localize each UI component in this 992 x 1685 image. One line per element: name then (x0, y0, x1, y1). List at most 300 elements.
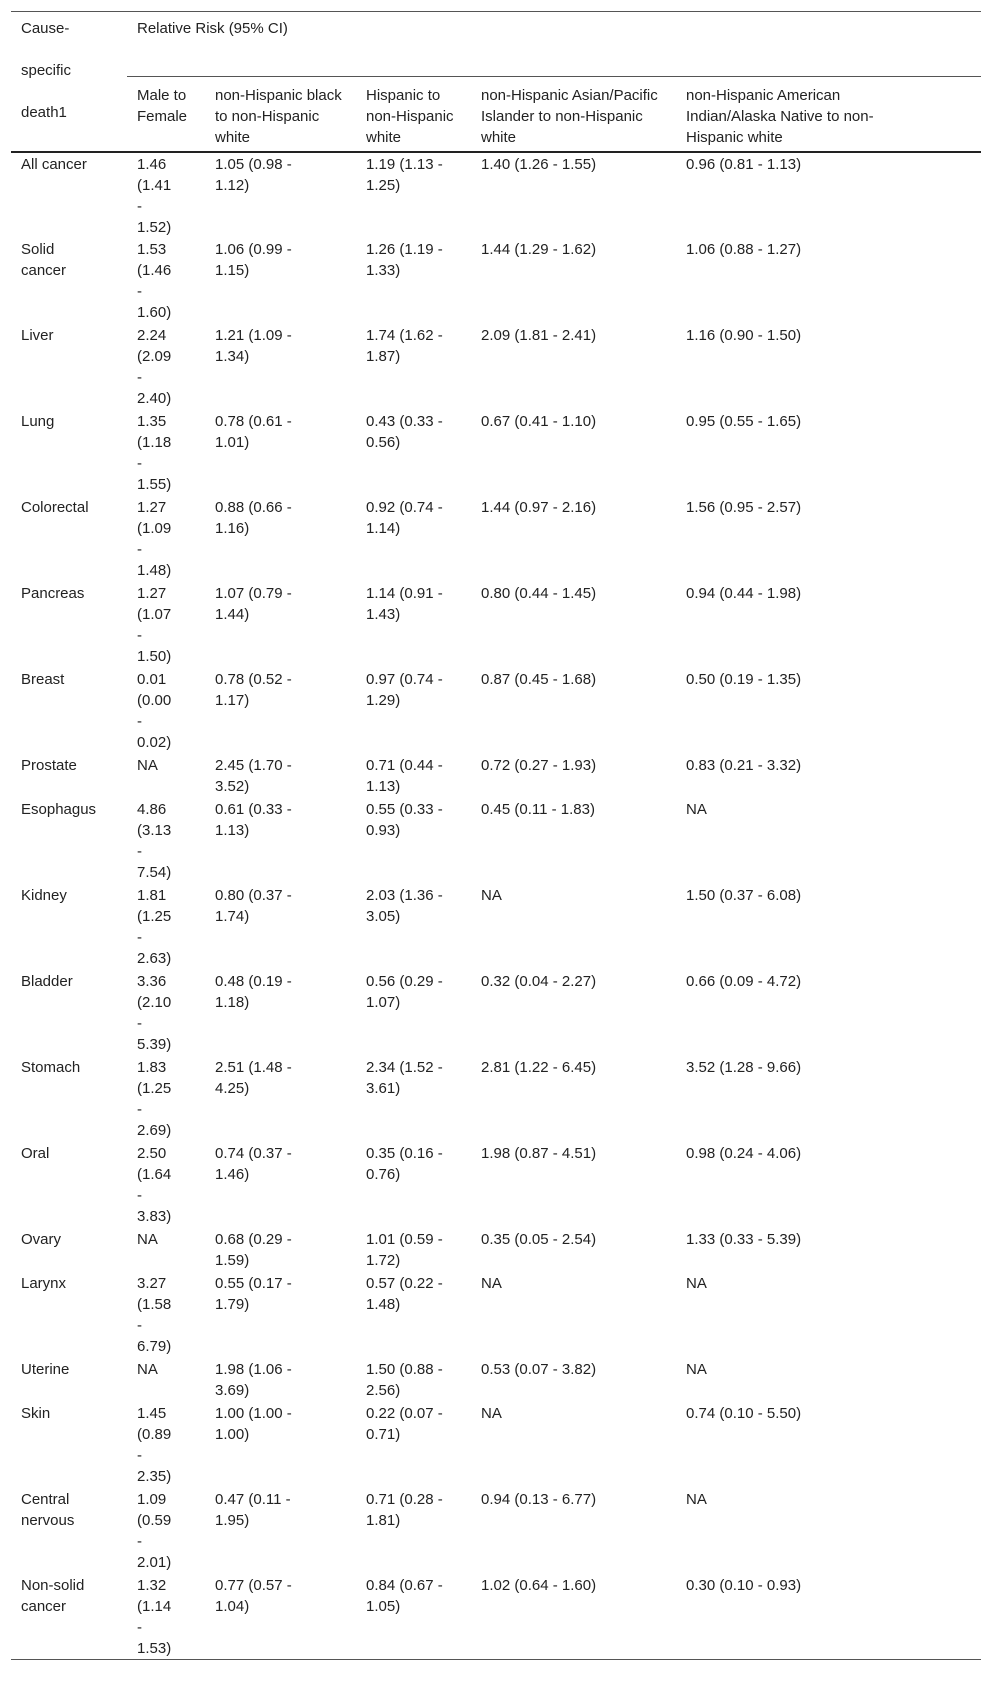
cell-line: 1.27 (137, 584, 167, 602)
cell-line: 3.27 (137, 1274, 167, 1292)
cell-line: 0.78 (0.52 - (215, 670, 292, 688)
header-row-subcolumns (11, 77, 981, 152)
cell-line: (1.18 (137, 433, 172, 451)
header-relative-risk: Relative Risk (95% CI) (127, 12, 981, 77)
cell-male-to-female (127, 754, 205, 798)
cell-line: - (137, 282, 142, 300)
cell-line: All cancer (21, 155, 87, 173)
cell-line: 1.87) (366, 347, 401, 365)
cell-cause (11, 1488, 127, 1574)
cell-aian-to-white: 0.94 (0.44 - 1.98) (686, 584, 802, 602)
cell-black-to-white (205, 496, 356, 582)
cell-line: Uterine (21, 1360, 70, 1378)
cell-cause (11, 970, 127, 1056)
cell-line: - (137, 842, 142, 860)
cell-line: 2.01) (137, 1553, 172, 1571)
cell-male-to-female (127, 1228, 205, 1272)
cell-aian-to-white: NA (686, 800, 707, 818)
cell-line: 0.71 (0.28 - (366, 1490, 443, 1508)
cell-line: Islander to non-Hispanic (481, 108, 643, 125)
cell-black-to-white (205, 238, 356, 324)
cell-aian-to-white: NA (686, 1274, 707, 1292)
cell-line: 2.40) (137, 389, 172, 407)
header-cause (11, 12, 127, 152)
cell-line: (1.14 (137, 1597, 172, 1615)
cell-line: - (137, 1532, 142, 1550)
cell-aian-to-white: 0.50 (0.19 - 1.35) (686, 670, 802, 688)
cell-line: 1.26 (1.19 - (366, 240, 443, 258)
cell-aian-to-white: 0.98 (0.24 - 4.06) (686, 1144, 802, 1162)
cell-cause (11, 152, 127, 238)
cell-hispanic-to-white (356, 238, 471, 324)
cell-line: non-Hispanic Asian/Pacific (481, 87, 658, 104)
cell-line: 1.35 (137, 412, 167, 430)
cell-line: 1.74 (1.62 - (366, 326, 443, 344)
cell-hispanic-to-white (356, 754, 471, 798)
cell-cause (11, 668, 127, 754)
table-row (11, 1488, 981, 1574)
cell-line: Skin (21, 1404, 51, 1422)
cell-line: 1.72) (366, 1251, 401, 1269)
cell-line: Cause- (21, 20, 70, 37)
cell-line: cancer (21, 1597, 67, 1615)
cell-asian-to-white: 0.67 (0.41 - 1.10) (481, 412, 597, 430)
cell-line: - (137, 1100, 142, 1118)
cell-line: white (366, 129, 402, 146)
header-hispanic-to-white (356, 77, 471, 152)
cell-line: 1.00) (215, 1425, 250, 1443)
cell-black-to-white (205, 1488, 356, 1574)
cell-male-to-female (127, 798, 205, 884)
cell-male-to-female (127, 582, 205, 668)
cell-aian-to-white: 1.50 (0.37 - 6.08) (686, 886, 802, 904)
table-row (11, 970, 981, 1056)
cell-line: Hispanic to (366, 87, 441, 104)
cell-line: (1.25 (137, 907, 172, 925)
cell-line: - (137, 1014, 142, 1032)
cell-asian-to-white: 1.02 (0.64 - 1.60) (471, 1574, 676, 1660)
cell-line: 1.14 (0.91 - (366, 584, 443, 602)
table-row (11, 798, 981, 884)
cell-line: 1.43) (366, 605, 401, 623)
cell-line: 1.13) (366, 777, 401, 795)
table-row (11, 1358, 981, 1402)
cell-line: - (137, 368, 142, 386)
cell-line: 1.29) (366, 691, 401, 709)
cell-hispanic-to-white (356, 1402, 471, 1488)
cell-black-to-white (205, 1358, 356, 1402)
cell-line: death1 (21, 104, 67, 121)
cell-male-to-female (127, 324, 205, 410)
cell-male-to-female (127, 1142, 205, 1228)
cell-aian-to-white: 1.56 (0.95 - 2.57) (686, 498, 802, 516)
cell-cause (11, 884, 127, 970)
cell-line: 1.16) (215, 519, 250, 537)
cell-black-to-white (205, 754, 356, 798)
cell-line: 1.01 (0.59 - (366, 1230, 443, 1248)
cell-black-to-white (205, 970, 356, 1056)
cell-black-to-white (205, 1228, 356, 1272)
cell-line: 1.50 (0.88 - (366, 1360, 443, 1378)
cell-line: 1.09 (137, 1490, 167, 1508)
cell-line: 1.74) (215, 907, 250, 925)
cell-male-to-female (127, 1574, 205, 1660)
cell-male-to-female (127, 1056, 205, 1142)
cell-hispanic-to-white (356, 1574, 471, 1660)
table-row (11, 668, 981, 754)
table-row (11, 1574, 981, 1660)
cell-line: Ovary (21, 1230, 62, 1248)
cell-line: 1.52) (137, 218, 172, 236)
cell-line: 0.55 (0.17 - (215, 1274, 292, 1292)
cell-cause (11, 1142, 127, 1228)
cell-hispanic-to-white (356, 668, 471, 754)
cell-line: 0.02) (137, 733, 172, 751)
cell-line: Liver (21, 326, 54, 344)
cell-line: 1.27 (137, 498, 167, 516)
cell-line: 0.80 (0.37 - (215, 886, 292, 904)
cell-line: cancer (21, 261, 67, 279)
cell-line: 0.77 (0.57 - (215, 1576, 292, 1594)
cell-hispanic-to-white (356, 1272, 471, 1358)
cell-aian-to-white: 1.33 (0.33 - 5.39) (686, 1230, 802, 1248)
cell-line: Esophagus (21, 800, 97, 818)
cell-black-to-white (205, 324, 356, 410)
cell-line: 0.84 (0.67 - (366, 1576, 443, 1594)
cell-line: 3.61) (366, 1079, 401, 1097)
cell-cause (11, 1574, 127, 1660)
cell-asian-to-white: 2.81 (1.22 - 6.45) (481, 1058, 597, 1076)
cell-line: 1.46) (215, 1165, 250, 1183)
cell-cause (11, 1402, 127, 1488)
cell-line: Larynx (21, 1274, 67, 1292)
cell-line: 4.86 (137, 800, 167, 818)
cell-line: white (481, 129, 517, 146)
cell-line: Oral (21, 1144, 50, 1162)
cell-hispanic-to-white (356, 798, 471, 884)
cell-hispanic-to-white (356, 1142, 471, 1228)
cell-asian-to-white: NA (481, 1274, 502, 1292)
cell-line: 0.61 (0.33 - (215, 800, 292, 818)
cell-asian-to-white: 0.32 (0.04 - 2.27) (481, 972, 597, 990)
cell-line: 0.93) (366, 821, 401, 839)
cell-line: 2.69) (137, 1121, 172, 1139)
cell-aian-to-white: 0.30 (0.10 - 0.93) (676, 1574, 981, 1660)
table-row (11, 1272, 981, 1358)
cell-line: 0.35 (0.16 - (366, 1144, 443, 1162)
cell-line: 0.48 (0.19 - (215, 972, 292, 990)
cell-hispanic-to-white (356, 970, 471, 1056)
cell-line: - (137, 1618, 142, 1636)
cell-line: specific (21, 62, 72, 79)
cell-line: white (215, 129, 251, 146)
cell-cause (11, 496, 127, 582)
cell-line: 1.25) (366, 176, 401, 194)
cell-line: NA (137, 1230, 158, 1248)
cell-line: 1.13) (215, 821, 250, 839)
cell-line: Pancreas (21, 584, 85, 602)
cell-line: non-Hispanic American (686, 87, 841, 104)
cell-aian-to-white: 0.83 (0.21 - 3.32) (686, 756, 802, 774)
cell-line: - (137, 712, 142, 730)
cell-line: 1.01) (215, 433, 250, 451)
cell-aian-to-white: 0.95 (0.55 - 1.65) (686, 412, 802, 430)
table-container (11, 11, 981, 1660)
table-row (11, 1056, 981, 1142)
cell-line: 1.44) (215, 605, 250, 623)
cell-line: 0.56) (366, 433, 401, 451)
cell-line: 1.21 (1.09 - (215, 326, 292, 344)
cell-line: Prostate (21, 756, 77, 774)
cell-aian-to-white: 0.66 (0.09 - 4.72) (686, 972, 802, 990)
cell-line: 2.03 (1.36 - (366, 886, 443, 904)
cell-cause (11, 238, 127, 324)
cell-hispanic-to-white (356, 582, 471, 668)
cell-asian-to-white: 0.53 (0.07 - 3.82) (481, 1360, 597, 1378)
cell-line: - (137, 1446, 142, 1464)
cell-male-to-female (127, 152, 205, 238)
cell-line: Male to (137, 87, 187, 104)
cell-line: 2.34 (1.52 - (366, 1058, 443, 1076)
cell-asian-to-white: 1.44 (1.29 - 1.62) (481, 240, 597, 258)
cell-hispanic-to-white (356, 1056, 471, 1142)
cell-line: 0.76) (366, 1165, 401, 1183)
cell-asian-to-white: 0.72 (0.27 - 1.93) (481, 756, 597, 774)
cell-line: 0.88 (0.66 - (215, 498, 292, 516)
cell-black-to-white (205, 1142, 356, 1228)
cell-cause (11, 410, 127, 496)
cell-line: - (137, 626, 142, 644)
cell-line: Hispanic white (686, 129, 783, 146)
cell-line: 1.53 (137, 240, 167, 258)
cell-line: 2.51 (1.48 - (215, 1058, 292, 1076)
cell-asian-to-white: NA (481, 886, 502, 904)
cell-male-to-female (127, 238, 205, 324)
cell-line: (0.89 (137, 1425, 172, 1443)
cell-asian-to-white: 0.45 (0.11 - 1.83) (481, 800, 595, 818)
cell-male-to-female (127, 1488, 205, 1574)
cell-hispanic-to-white (356, 884, 471, 970)
cell-male-to-female (127, 1272, 205, 1358)
table-row (11, 582, 981, 668)
table-row (11, 496, 981, 582)
cell-line: Lung (21, 412, 55, 430)
cell-line: 2.45 (1.70 - (215, 756, 292, 774)
cell-asian-to-white: 2.09 (1.81 - 2.41) (481, 326, 597, 344)
cell-line: (1.46 (137, 261, 172, 279)
cell-line: (1.64 (137, 1165, 172, 1183)
cell-line: 1.60) (137, 303, 172, 321)
cell-line: 2.35) (137, 1467, 172, 1485)
cell-line: 2.63) (137, 949, 172, 967)
table-row (11, 1228, 981, 1272)
cell-line: Kidney (21, 886, 67, 904)
cell-aian-to-white: NA (686, 1490, 707, 1508)
cell-aian-to-white: 1.16 (0.90 - 1.50) (686, 326, 802, 344)
cell-aian-to-white: 1.06 (0.88 - 1.27) (686, 240, 802, 258)
cell-line: to non-Hispanic (215, 108, 320, 125)
table-row (11, 152, 981, 238)
cell-asian-to-white: 0.87 (0.45 - 1.68) (481, 670, 597, 688)
cell-asian-to-white: 0.35 (0.05 - 2.54) (481, 1230, 597, 1248)
cell-line: (1.25 (137, 1079, 172, 1097)
cell-line: 1.48) (137, 561, 172, 579)
cell-line: 1.55) (137, 475, 172, 493)
cell-cause (11, 798, 127, 884)
cell-line: 2.50 (137, 1144, 167, 1162)
cell-line: 1.83 (137, 1058, 167, 1076)
cell-line: 1.19 (1.13 - (366, 155, 443, 173)
cell-line: 1.81 (137, 886, 167, 904)
header-asian-to-white (471, 77, 676, 152)
cell-line: 0.57 (0.22 - (366, 1274, 443, 1292)
cell-line: 6.79) (137, 1337, 172, 1355)
cell-black-to-white (205, 152, 356, 238)
cell-line: 1.00 (1.00 - (215, 1404, 292, 1422)
cell-line: 3.83) (137, 1207, 172, 1225)
relative-risk-table (11, 11, 981, 1660)
cell-line: (1.09 (137, 519, 172, 537)
cell-cause (11, 1272, 127, 1358)
table-row (11, 1142, 981, 1228)
cell-line: 0.56 (0.29 - (366, 972, 443, 990)
cell-line: non-Hispanic black (215, 87, 342, 104)
cell-cause (11, 1056, 127, 1142)
cell-cause (11, 754, 127, 798)
cell-aian-to-white: 0.96 (0.81 - 1.13) (686, 155, 802, 173)
cell-cause (11, 1358, 127, 1402)
cell-line: 7.54) (137, 863, 172, 881)
cell-cause (11, 324, 127, 410)
cell-line: 0.43 (0.33 - (366, 412, 443, 430)
cell-line: 1.53) (137, 1639, 172, 1657)
cell-male-to-female (127, 668, 205, 754)
cell-line: - (137, 1316, 142, 1334)
cell-line: 0.92 (0.74 - (366, 498, 443, 516)
cell-line: 1.18) (215, 993, 250, 1011)
cell-line: 3.52) (215, 777, 250, 795)
cell-line: 1.81) (366, 1511, 401, 1529)
cell-asian-to-white: NA (481, 1404, 502, 1422)
table-row (11, 324, 981, 410)
cell-line: NA (137, 1360, 158, 1378)
cell-line: - (137, 540, 142, 558)
cell-hispanic-to-white (356, 324, 471, 410)
cell-black-to-white (205, 582, 356, 668)
cell-line: 1.46 (137, 155, 167, 173)
cell-line: 1.05 (0.98 - (215, 155, 292, 173)
cell-male-to-female (127, 970, 205, 1056)
cell-line: 3.05) (366, 907, 401, 925)
cell-line: NA (137, 756, 158, 774)
cell-line: 1.79) (215, 1295, 250, 1313)
header-aian-to-white (676, 77, 981, 152)
cell-black-to-white (205, 884, 356, 970)
cell-black-to-white (205, 1272, 356, 1358)
cell-cause (11, 1228, 127, 1272)
cell-line: - (137, 454, 142, 472)
cell-line: 0.71 (0.44 - (366, 756, 443, 774)
cell-line: Colorectal (21, 498, 89, 516)
cell-line: 1.17) (215, 691, 250, 709)
cell-line: 1.34) (215, 347, 250, 365)
cell-line: 1.48) (366, 1295, 401, 1313)
table-row (11, 238, 981, 324)
cell-line: 2.56) (366, 1381, 401, 1399)
header-row-group (11, 12, 981, 77)
cell-line: 0.55 (0.33 - (366, 800, 443, 818)
cell-black-to-white (205, 798, 356, 884)
cell-hispanic-to-white (356, 410, 471, 496)
cell-asian-to-white: 1.44 (0.97 - 2.16) (481, 498, 597, 516)
cell-cause (11, 582, 127, 668)
cell-hispanic-to-white (356, 496, 471, 582)
cell-line: (1.07 (137, 605, 172, 623)
cell-hispanic-to-white (356, 1488, 471, 1574)
cell-line: 0.71) (366, 1425, 401, 1443)
cell-aian-to-white: 3.52 (1.28 - 9.66) (686, 1058, 802, 1076)
cell-line: Female (137, 108, 188, 125)
cell-hispanic-to-white (356, 152, 471, 238)
cell-black-to-white (205, 1402, 356, 1488)
cell-line: 1.32 (137, 1576, 167, 1594)
cell-line: 1.15) (215, 261, 250, 279)
cell-line: 3.69) (215, 1381, 250, 1399)
cell-asian-to-white: 1.40 (1.26 - 1.55) (481, 155, 597, 173)
cell-line: Central (21, 1490, 70, 1508)
cell-male-to-female (127, 1358, 205, 1402)
cell-line: 1.50) (137, 647, 172, 665)
cell-line: (3.13 (137, 821, 172, 839)
table-row (11, 1402, 981, 1488)
cell-line: 1.14) (366, 519, 401, 537)
cell-line: 1.06 (0.99 - (215, 240, 292, 258)
cell-line: 1.07 (0.79 - (215, 584, 292, 602)
cell-line: 5.39) (137, 1035, 172, 1053)
cell-line: 3.36 (137, 972, 167, 990)
cell-line: Indian/Alaska Native to non- (686, 108, 874, 125)
cell-black-to-white (205, 1056, 356, 1142)
cell-line: 0.47 (0.11 - (215, 1490, 291, 1508)
table-header (11, 12, 981, 152)
cell-asian-to-white: 1.98 (0.87 - 4.51) (481, 1144, 597, 1162)
header-male-to-female (127, 77, 205, 152)
header-black-to-white (205, 77, 356, 152)
cell-line: (1.58 (137, 1295, 172, 1313)
cell-line: Breast (21, 670, 65, 688)
cell-line: (2.09 (137, 347, 172, 365)
table-row (11, 754, 981, 798)
cell-male-to-female (127, 884, 205, 970)
cell-line: 1.95) (215, 1511, 250, 1529)
cell-black-to-white (205, 668, 356, 754)
cell-line: 1.07) (366, 993, 401, 1011)
cell-line: 0.68 (0.29 - (215, 1230, 292, 1248)
cell-aian-to-white: NA (686, 1360, 707, 1378)
cell-line: 1.98 (1.06 - (215, 1360, 292, 1378)
cell-aian-to-white: 0.74 (0.10 - 5.50) (686, 1404, 802, 1422)
cell-line: nervous (21, 1511, 75, 1529)
cell-line: non-Hispanic (366, 108, 454, 125)
cell-line: Solid (21, 240, 55, 258)
cell-line: (0.00 (137, 691, 172, 709)
cell-hispanic-to-white (356, 1358, 471, 1402)
cell-line: 0.22 (0.07 - (366, 1404, 443, 1422)
cell-line: 0.01 (137, 670, 167, 688)
cell-male-to-female (127, 496, 205, 582)
cell-asian-to-white: 0.80 (0.44 - 1.45) (481, 584, 597, 602)
cell-line: Stomach (21, 1058, 81, 1076)
